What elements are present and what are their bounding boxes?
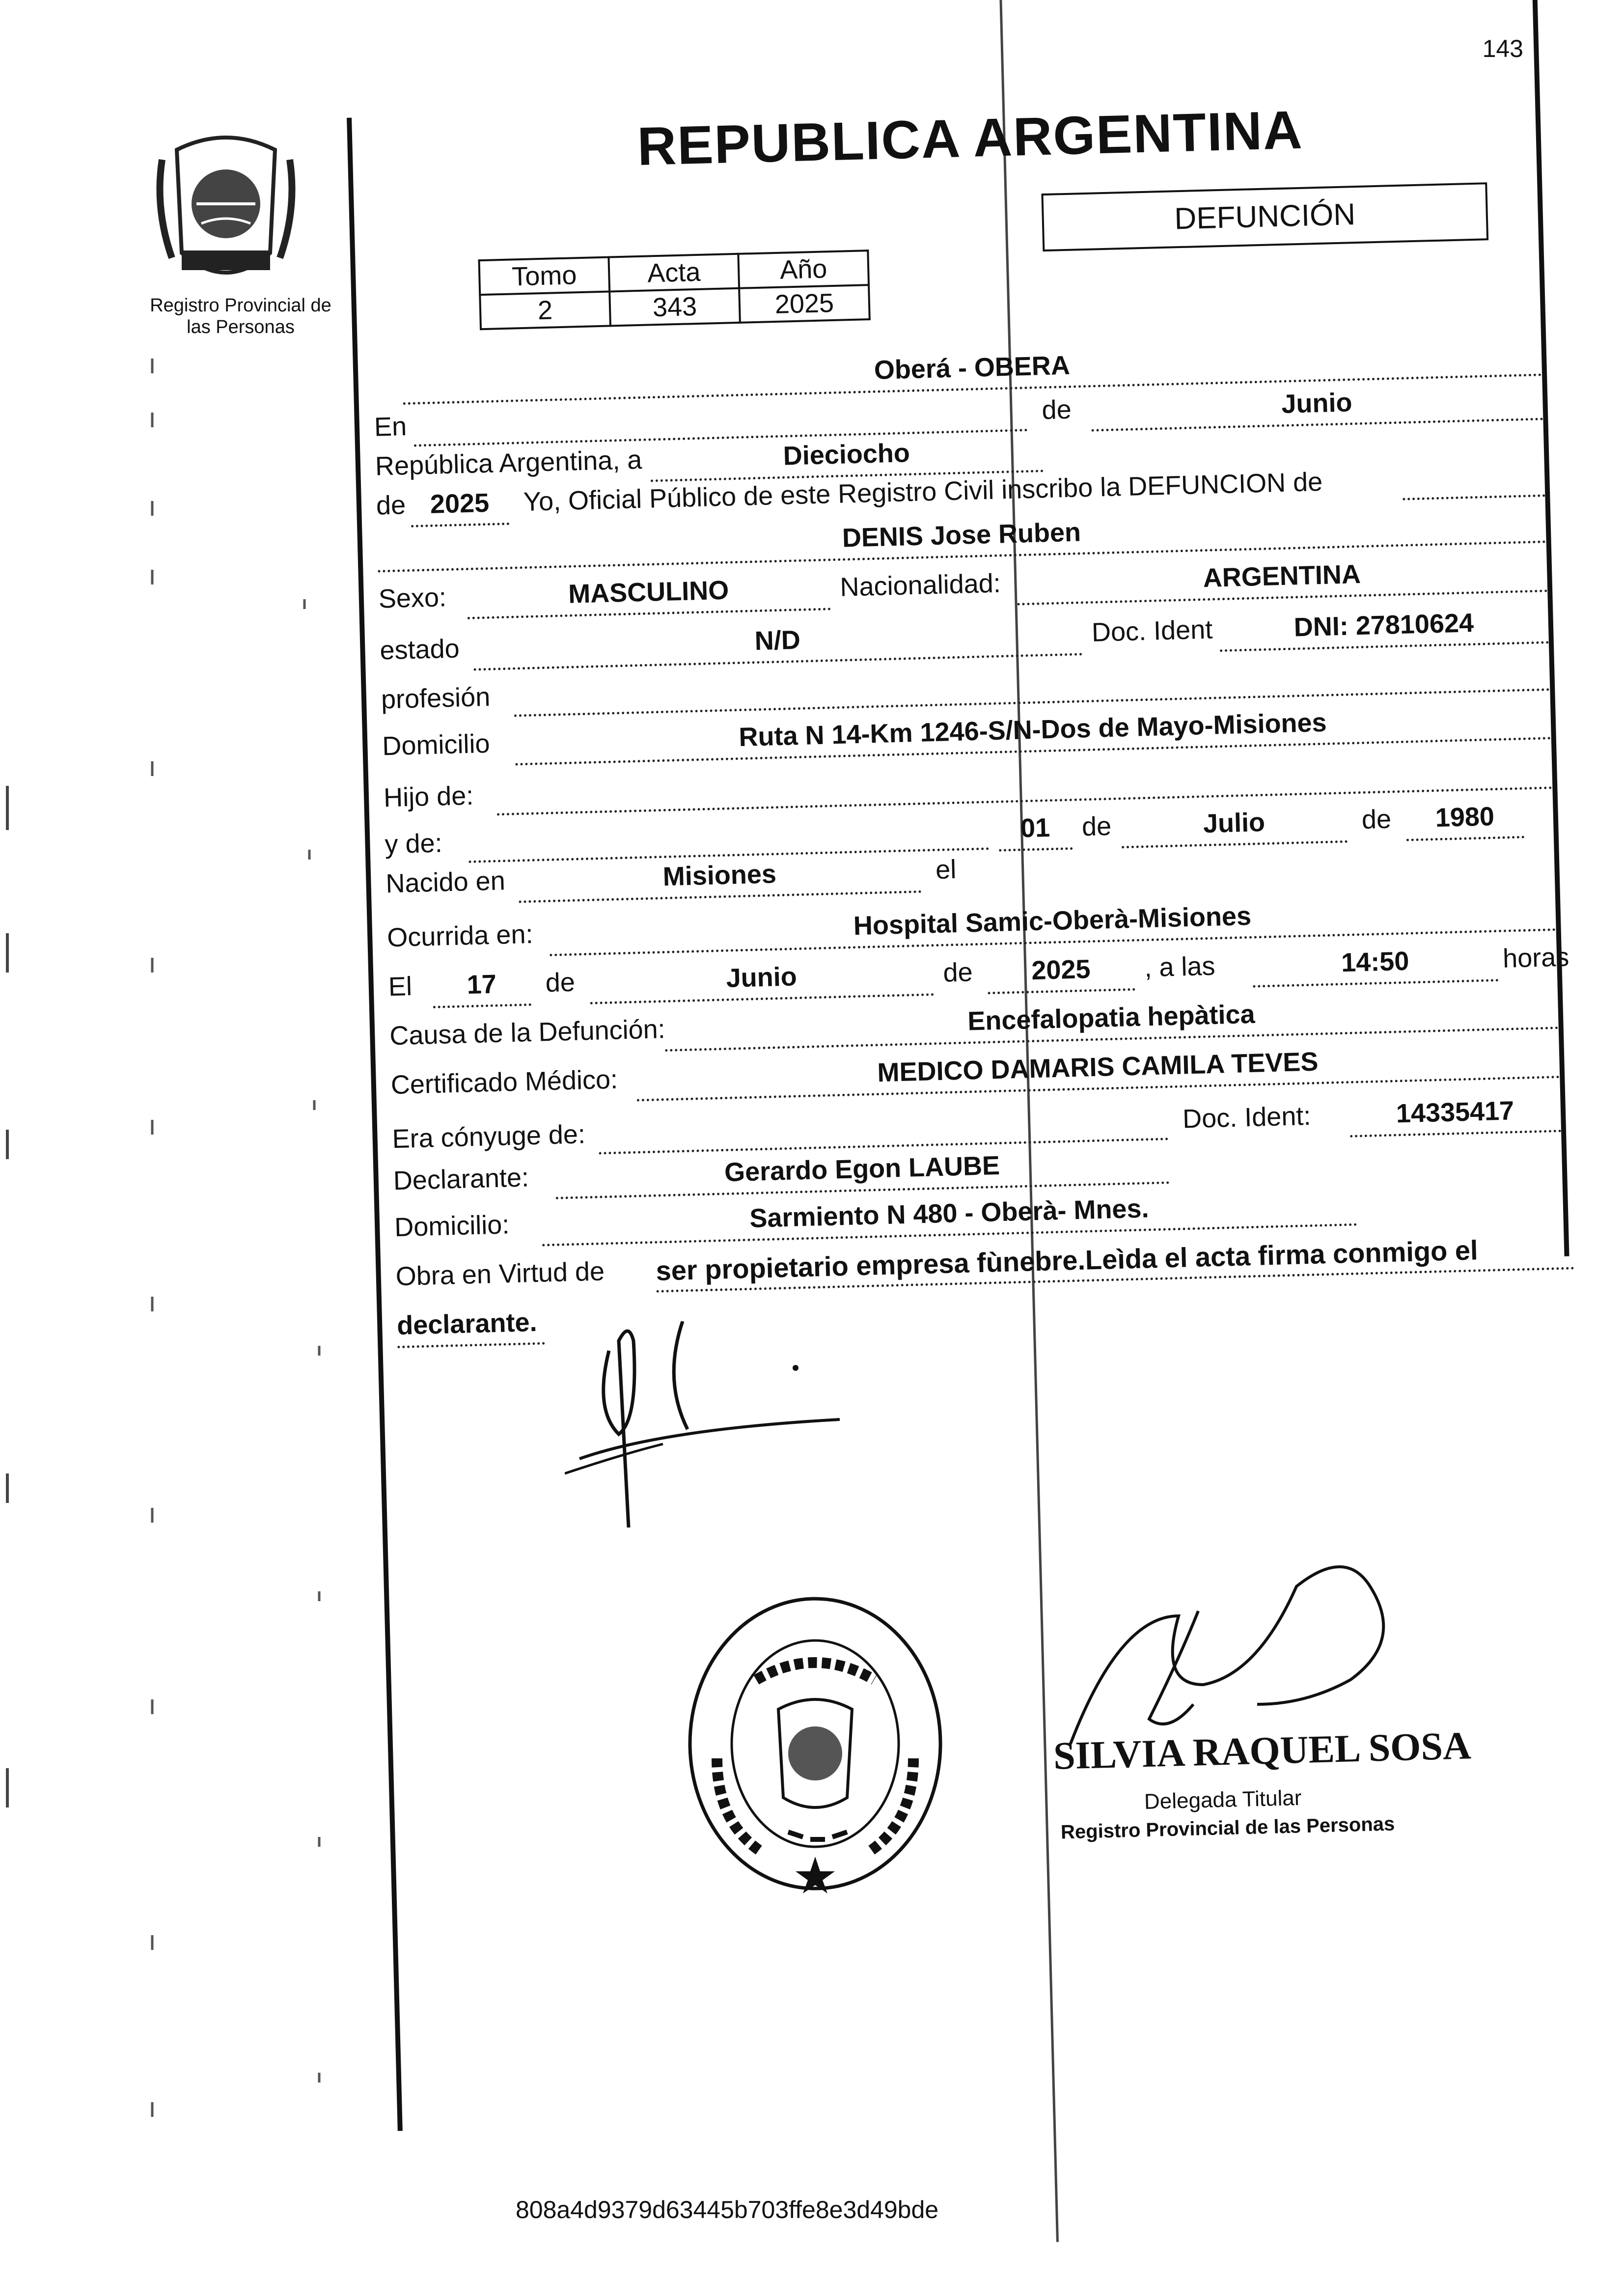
doc-value: DNI: 27810624 xyxy=(1219,606,1549,652)
birth-place-value: Misiones xyxy=(518,855,922,903)
doc-label: Doc. Ident xyxy=(1091,614,1213,647)
child-of-label: Hijo de: xyxy=(383,780,474,813)
tomo-label: Tomo xyxy=(479,257,610,295)
certificate-value: MEDICO DAMARIS CAMILA TEVES xyxy=(636,1040,1560,1102)
and-of-label: y de: xyxy=(384,828,443,860)
record-type-box: DEFUNCIÓN xyxy=(1041,182,1488,251)
day-words-value: Dieciocho xyxy=(650,434,1044,482)
birth-day-value: 01 xyxy=(998,812,1073,852)
virtue-text-2: declarante. xyxy=(397,1307,545,1349)
anio-value: 2025 xyxy=(739,285,870,323)
death-de1-label: de xyxy=(545,967,576,998)
scan-edge-marks xyxy=(0,786,20,2063)
spouse-doc-value: 14335417 xyxy=(1349,1094,1561,1138)
address-value: Ruta N 14-Km 1246-S/N-Dos de Mayo-Misiones xyxy=(515,701,1551,765)
spouse-doc-label: Doc. Ident: xyxy=(1182,1101,1312,1134)
death-time-value: 14:50 xyxy=(1252,944,1499,988)
anio-label: Año xyxy=(738,250,869,288)
spouse-label: Era cónyuge de: xyxy=(391,1119,586,1154)
republica-label: República Argentina, a xyxy=(375,444,643,481)
officer-blank xyxy=(1403,494,1545,500)
virtue-label: Obra en Virtud de xyxy=(395,1256,605,1292)
at-label: , a las xyxy=(1144,951,1216,983)
address-label: Domicilio xyxy=(382,728,491,761)
official-role: Delegada Titular xyxy=(1144,1785,1302,1814)
officer-text: Yo, Oficial Público de este Registro Civil inscribo la DEFUNCION de xyxy=(523,467,1323,517)
death-el-label: El xyxy=(388,972,413,1002)
nationality-label: Nacionalidad: xyxy=(839,568,1001,602)
declarant-address-label: Domicilio: xyxy=(394,1210,510,1243)
virtue-text: ser propietario empresa fùnebre.Leìda el acta firma conmigo el xyxy=(656,1231,1574,1292)
page-number: 143 xyxy=(1482,35,1523,62)
birth-de2-label: de xyxy=(1361,804,1392,835)
certificate-label: Certificado Médico: xyxy=(390,1064,618,1100)
declarant-label: Declarante: xyxy=(393,1163,529,1196)
acta-label: Acta xyxy=(608,254,739,292)
tomo-value: 2 xyxy=(480,291,610,329)
registry-seal xyxy=(683,1591,948,1896)
official-name: SILVIA RAQUEL SOSA xyxy=(1053,1724,1472,1778)
death-de2-label: de xyxy=(942,957,973,988)
marital-label: estado xyxy=(379,634,460,666)
registry-label: Registro Provincial de las Personas xyxy=(150,295,331,337)
death-year-value: 2025 xyxy=(987,953,1135,995)
cause-label: Causa de la Defunción: xyxy=(389,1014,666,1051)
month-de-label: de xyxy=(1041,394,1072,425)
record-index-table xyxy=(478,250,870,330)
declarant-value: Gerardo Egon LAUBE xyxy=(555,1146,1170,1199)
margin-punch-marks xyxy=(142,354,349,2171)
el-label: el xyxy=(935,855,957,885)
death-day-value: 17 xyxy=(432,968,531,1008)
birth-de1-label: de xyxy=(1081,811,1112,842)
year-value: 2025 xyxy=(410,487,509,528)
declarant-address-value: Sarmiento N 480 - Oberà- Mnes. xyxy=(541,1188,1357,1247)
place-value: Oberá - OBERA xyxy=(402,338,1542,405)
acta-value: 343 xyxy=(609,288,740,326)
cause-value: Encefalopatia hepàtica xyxy=(664,991,1558,1052)
death-place-label: Ocurrida en: xyxy=(386,919,534,953)
death-month-value: Junio xyxy=(589,958,934,1004)
birth-month-value: Julio xyxy=(1121,805,1348,849)
document-hash: 808a4d9379d63445b703ffe8e3d49bde xyxy=(516,2196,939,2223)
month-value: Junio xyxy=(1091,382,1543,431)
birth-year-value: 1980 xyxy=(1405,801,1524,841)
nationality-value: ARGENTINA xyxy=(1017,554,1548,605)
sex-value: MASCULINO xyxy=(467,572,831,619)
profession-label: profesión xyxy=(381,682,491,715)
official-registry: Registro Provincial de las Personas xyxy=(1060,1813,1395,1843)
en-label: En xyxy=(374,412,407,442)
death-certificate xyxy=(344,0,1604,2259)
year-de-label: de xyxy=(376,490,406,521)
declarant-signature xyxy=(565,1321,889,1528)
born-label: Nacido en xyxy=(385,866,506,899)
marital-value: N/D xyxy=(473,617,1083,670)
sex-label: Sexo: xyxy=(378,583,447,614)
hours-label: horas xyxy=(1502,942,1569,973)
death-place-value: Hospital Samic-Oberà-Misiones xyxy=(549,893,1556,956)
document-title: REPUBLICA ARGENTINA xyxy=(636,99,1304,177)
provincial-crest-logo xyxy=(152,130,300,287)
deceased-name-value: DENIS Jose Ruben xyxy=(377,505,1546,572)
